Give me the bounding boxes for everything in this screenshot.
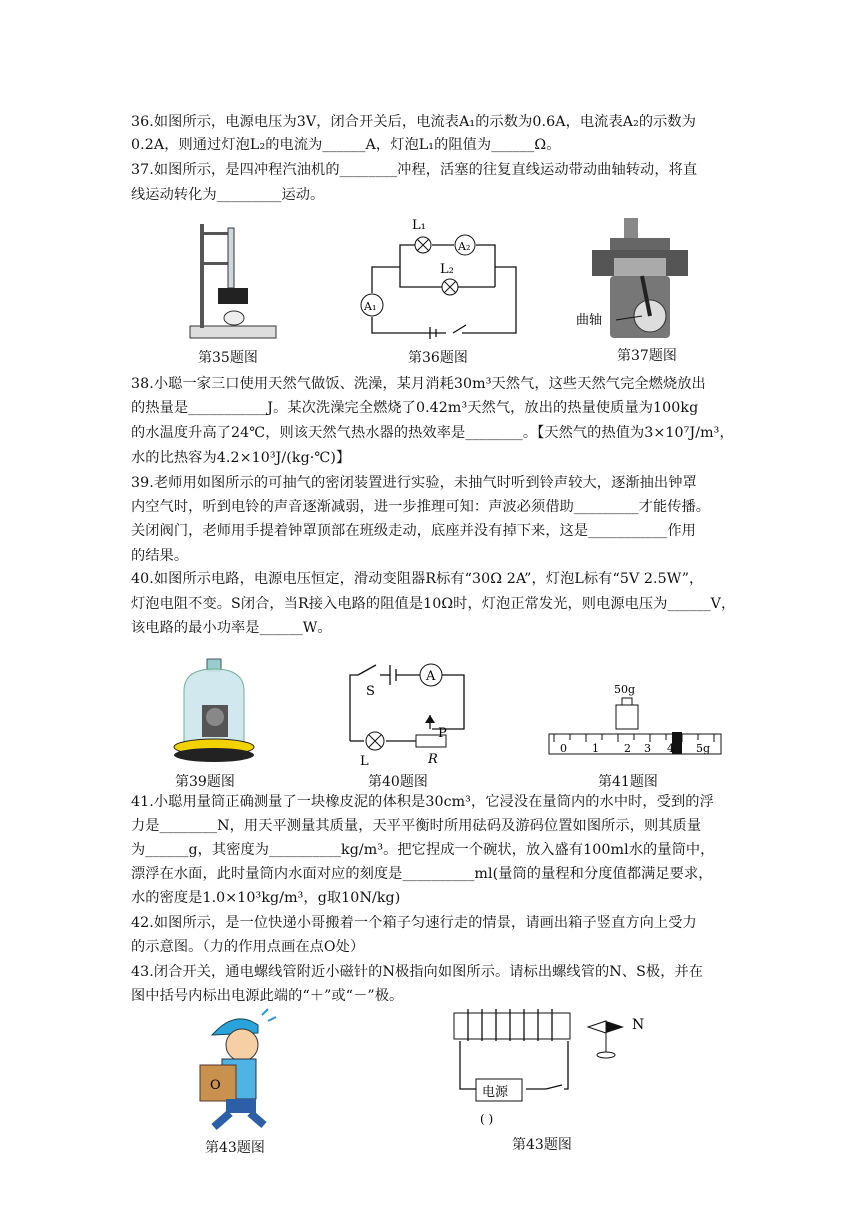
lamp-l2-icon xyxy=(442,279,458,295)
question-line: 内空气时，听到电铃的声音逐渐减弱，进一步推理可知：声波必须借助_________才能传播。 xyxy=(131,499,711,515)
question-line: 灯泡电阻不变。S闭合，当R接入电路的阻值是10Ω时，灯泡正常发光，则电源电压为______V， xyxy=(131,596,736,612)
fig37-caption: 第37题图 xyxy=(617,348,677,364)
fig43-solenoid-circuit xyxy=(446,1005,656,1135)
tick-5g: 5g xyxy=(696,742,711,755)
fig35-caption: 第35题图 xyxy=(198,350,258,366)
question-line: 0.2A，则通过灯泡L₂的电流为______A，灯泡L₁的阻值为______Ω。 xyxy=(131,137,561,153)
label-p: P xyxy=(438,726,447,741)
question-line: 力是________N，用天平测量其质量，天平平衡时所用砝码及游码位置如图所示，则其质量 xyxy=(131,818,702,834)
fig39-bell-jar xyxy=(170,655,260,765)
label-r: R xyxy=(428,752,438,767)
question-line: 水的密度是1.0×10³kg/m³，g取10N/kg) xyxy=(131,890,401,906)
label-n: N xyxy=(632,1017,645,1033)
fig40-caption: 第40题图 xyxy=(368,774,428,790)
question-line: 水的比热容为4.2×10³J/(kg·℃)】 xyxy=(131,450,351,466)
question-line: 43.闭合开关，通电螺线管附近小磁针的N极指向如图所示。请标出螺线管的N、S极，并在 xyxy=(131,964,704,980)
label-o: O xyxy=(210,1078,221,1093)
fig43b-caption: 第43题图 xyxy=(512,1137,572,1153)
question-line: 的结果。 xyxy=(131,548,189,564)
fig40-circuit xyxy=(328,655,473,767)
question-line: 漂浮在水面，此时量筒内水面对应的刻度是__________ml(量筒的量程和分度值都满足要求， xyxy=(131,866,713,882)
question-line: 该电路的最小功率是______W。 xyxy=(131,620,332,636)
lamp-icon xyxy=(366,732,384,750)
question-line: 36.如图所示，电源电压为3V，闭合开关后，电流表A₁的示数为0.6A，电流表A₂的示数为 xyxy=(131,114,697,130)
fig43-courier-illustration xyxy=(192,1005,287,1133)
label-a2: A₂ xyxy=(458,240,471,253)
question-line: 38.小聪一家三口使用天然气做饭、洗澡，某月消耗30m³天然气，这些天然气完全燃烧放出 xyxy=(131,376,706,392)
question-line: 的水温度升高了24℃，则该天然气热水器的热效率是________。【天然气的热值为3×10⁷J/m³， xyxy=(131,425,734,441)
label-crank: 曲轴 xyxy=(576,313,603,328)
label-a: A xyxy=(426,669,436,684)
fig41-caption: 第41题图 xyxy=(598,774,658,790)
label-weight: 50g xyxy=(614,683,636,696)
fig41-balance-rider xyxy=(546,680,724,760)
fig37-engine xyxy=(570,214,710,342)
label-s: S xyxy=(366,684,375,699)
fig36-circuit xyxy=(350,215,525,340)
label-a1: A₁ xyxy=(364,300,377,313)
label-l: L xyxy=(360,754,369,767)
tick-1: 1 xyxy=(592,742,599,755)
label-l1: L₁ xyxy=(412,218,426,233)
fig35-lab-apparatus xyxy=(188,218,278,343)
question-line: 39.老师用如图所示的可抽气的密闭装置进行实验，未抽气时听到铃声较大，逐渐抽出钟罩 xyxy=(131,475,697,491)
fig39-caption: 第39题图 xyxy=(175,774,235,790)
compass-needle-icon xyxy=(588,1021,624,1058)
question-line: 线运动转化为_________运动。 xyxy=(131,187,325,203)
question-line: 图中括号内标出电源此端的“＋”或“－”极。 xyxy=(131,988,404,1004)
tick-3: 3 xyxy=(644,742,651,755)
fig36-caption: 第36题图 xyxy=(408,350,468,366)
question-line: 关闭阀门，老师用手提着钟罩顶部在班级走动，底座并没有掉下来，这是___________作用 xyxy=(131,523,696,539)
question-line: 37.如图所示，是四冲程汽油机的________冲程，活塞的往复直线运动带动曲轴转动，将直 xyxy=(131,162,698,178)
tick-2: 2 xyxy=(624,742,631,755)
question-line: 42.如图所示，是一位快递小哥搬着一个箱子匀速行走的情景，请画出箱子竖直方向上受力 xyxy=(131,915,697,931)
power-source-label: 电源 xyxy=(482,1085,509,1100)
tick-4: 4 xyxy=(667,742,674,755)
label-l2: L₂ xyxy=(440,262,454,277)
question-line: 40.如图所示电路，电源电压恒定，滑动变阻器R标有“30Ω 2A”，灯泡L标有“5V 2.5W”， xyxy=(131,571,704,587)
lamp-l1-icon xyxy=(415,237,431,253)
question-line: 为______g，其密度为__________kg/m³。把它捏成一个碗状，放入盛有100ml水的量筒中， xyxy=(131,842,715,858)
question-line: 41.小聪用量筒正确测量了一块橡皮泥的体积是30cm³，它浸没在量筒内的水中时，受到的浮 xyxy=(131,794,714,810)
question-line: 的热量是___________J。某次洗澡完全燃烧了0.42m³天然气，放出的热量使质量为100kg xyxy=(131,400,699,416)
question-line: 的示意图。（力的作用点画在点O处） xyxy=(131,939,365,955)
fig43a-caption: 第43题图 xyxy=(205,1140,265,1156)
tick-0: 0 xyxy=(560,742,567,755)
polarity-bracket: ( ) xyxy=(480,1112,494,1126)
